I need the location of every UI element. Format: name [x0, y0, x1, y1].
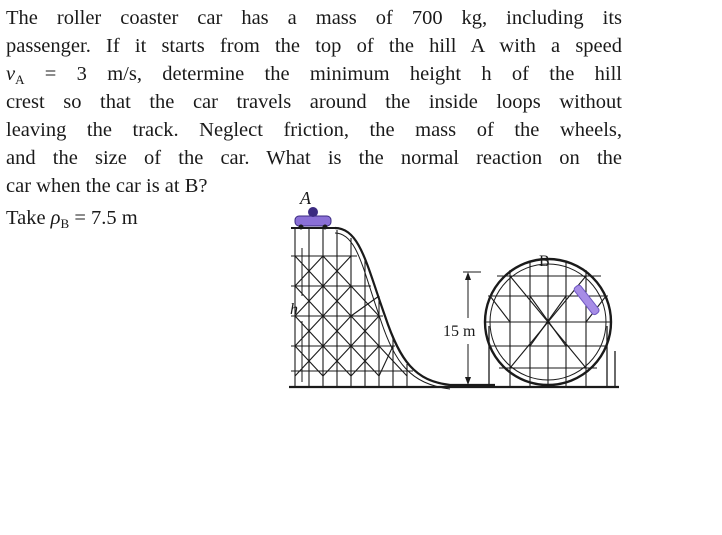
label-15m: 15 m [443, 323, 476, 340]
problem-line-3 [6, 60, 622, 88]
car-wheel-right [323, 225, 328, 230]
loop-lattice [486, 259, 610, 387]
car-body [295, 216, 331, 226]
problem-line-5: leaving the track. Neglect friction, the mass of the wheels, [6, 119, 622, 141]
problem-line-3-rest: = 3 m/s, determine the minimum height h of the hill [24, 63, 622, 85]
car-passenger [308, 207, 318, 217]
footer-artifact [612, 524, 712, 534]
roller-coaster-diagram [285, 186, 625, 396]
problem-line-4: crest so that the car travels around the inside loops without [6, 91, 622, 113]
problem-line-6: and the size of the car. What is the normal reaction on the [6, 147, 622, 169]
label-a: A [300, 188, 311, 208]
car-wheel-left [299, 225, 304, 230]
given-radius [6, 204, 138, 232]
track-structure [289, 228, 619, 389]
rho-symbol: ρ [50, 207, 61, 229]
given-value: = 7.5 m [69, 207, 138, 229]
coaster-car [295, 207, 331, 230]
label-b: B [539, 253, 550, 270]
problem-statement [6, 4, 622, 200]
velocity-symbol: v [6, 63, 16, 85]
hill-lattice [291, 228, 413, 387]
problem-line-2: passenger. If it starts from the top of the hill A with a speed [6, 35, 622, 57]
hill-track-curve [335, 228, 495, 385]
height-arrow-down [465, 377, 471, 385]
height-arrow-up [465, 272, 471, 280]
rho-subscript: B [60, 216, 70, 231]
problem-line-1: The roller coaster car has a mass of 700 kg, including its [6, 7, 622, 29]
velocity-subscript: A [15, 72, 25, 87]
problem-line-7: car when the car is at B? [6, 175, 208, 197]
label-h: h [290, 301, 298, 318]
given-prefix: Take [6, 207, 51, 229]
roller-coaster-figure [285, 186, 625, 396]
